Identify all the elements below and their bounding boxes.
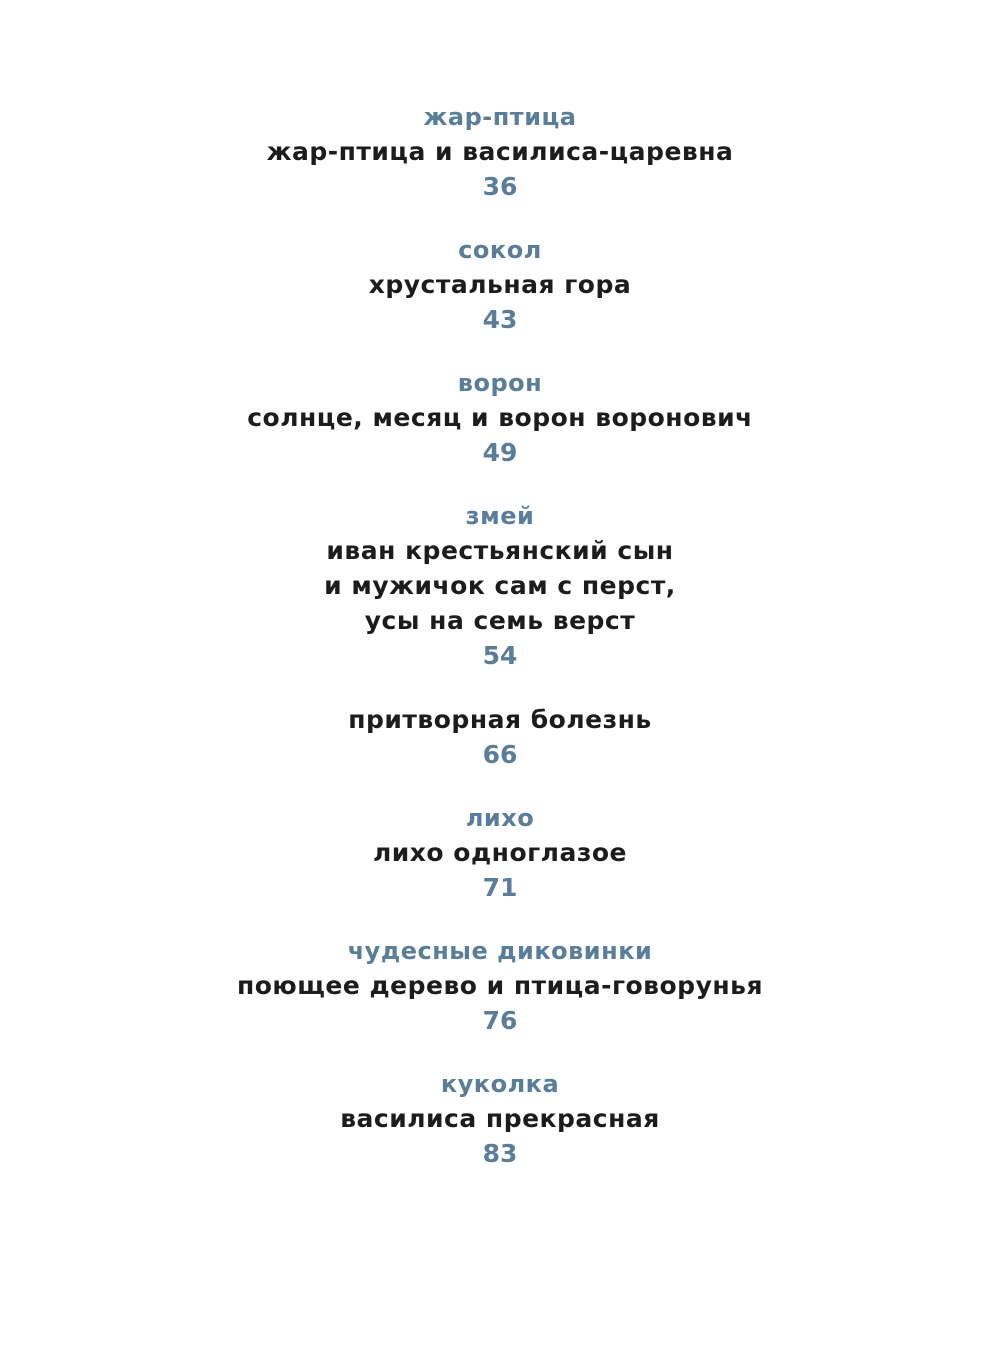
story-title: лихо одноглазое <box>372 838 628 867</box>
toc-entry <box>0 100 1000 205</box>
page-number: 66 <box>482 740 518 769</box>
story-title-line: усы на семь верст <box>364 606 636 635</box>
page-number: 43 <box>482 305 518 334</box>
toc-entry <box>0 366 1000 471</box>
story-title: жар-птица и василиса-царевна <box>266 137 734 166</box>
story-title: поющее дерево и птица-говорунья <box>236 971 764 1000</box>
toc-entry <box>0 1067 1000 1172</box>
section-heading: куколка <box>440 1070 560 1098</box>
story-title: солнце, месяц и ворон воронович <box>247 403 753 432</box>
section-heading: чудесные диковинки <box>347 937 653 965</box>
page-number: 83 <box>482 1139 518 1168</box>
toc-entry <box>0 499 1000 674</box>
page-number: 49 <box>482 438 518 467</box>
section-heading: змей <box>465 502 535 530</box>
story-title: притворная болезнь <box>348 705 652 734</box>
section-heading: ворон <box>457 369 543 397</box>
toc-entry <box>0 801 1000 906</box>
section-heading: жар-птица <box>423 103 577 131</box>
toc-entry <box>0 233 1000 338</box>
toc-entry <box>0 934 1000 1039</box>
page-number: 54 <box>482 641 518 670</box>
page-number: 71 <box>482 873 518 902</box>
story-title-line: иван крестьянский сын <box>326 536 674 565</box>
page-number: 36 <box>482 172 518 201</box>
page-number: 76 <box>482 1006 518 1035</box>
section-heading: лихо <box>465 804 535 832</box>
story-title: хрустальная гора <box>368 270 632 299</box>
story-title-line: и мужичок сам с перст, <box>324 571 676 600</box>
story-title: василиса прекрасная <box>340 1104 660 1133</box>
section-heading: сокол <box>458 236 542 264</box>
toc-entry <box>0 702 1000 773</box>
